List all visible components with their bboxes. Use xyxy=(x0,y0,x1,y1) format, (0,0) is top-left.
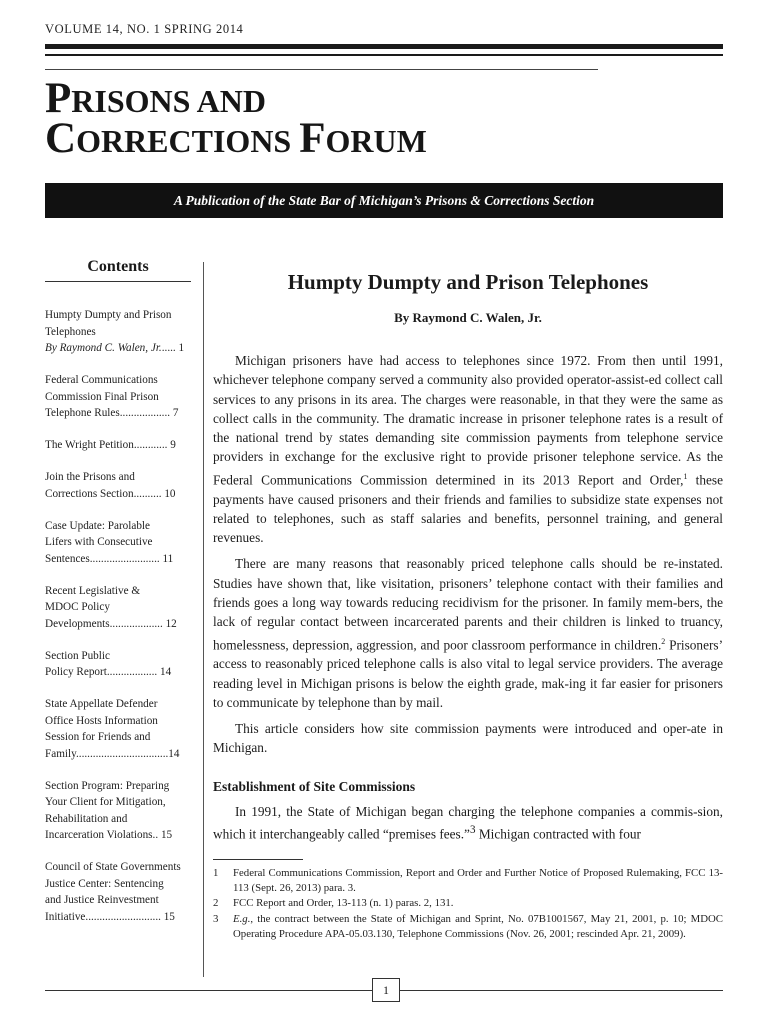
volume-issue: VOLUME 14, NO. 1 SPRING 2014 xyxy=(45,22,244,36)
table-of-contents xyxy=(45,307,191,941)
publication-title: PRISONS AND CORRECTIONS FORUM xyxy=(45,75,427,162)
footnote: 3 E.g., the contract between the State of Michigan and Sprint, No. 07B1001567, May 21, 2001, p. 10; MDOC Operating Procedure APA-05.03.130, Telephone Commissions (Nov. 26, 2001; rescinded Apr. 21, 2009). xyxy=(213,912,723,940)
contents-rule xyxy=(45,281,191,282)
header-rule-mid xyxy=(45,54,723,56)
toc-item[interactable]: Case Update: Parolable Lifers with Consecutive Sentences......................... 11 xyxy=(45,519,174,565)
toc-item[interactable]: Recent Legislative & MDOC Policy Developments................... 12 xyxy=(45,584,177,630)
footnote-rule xyxy=(213,859,303,860)
section-heading: Establishment of Site Commissions xyxy=(213,779,416,794)
contents-heading: Contents xyxy=(87,258,149,275)
footnotes xyxy=(213,866,723,942)
article-body xyxy=(213,351,723,765)
toc-item[interactable]: State Appellate Defender Office Hosts Information Session for Friends and Family.................................14 xyxy=(45,698,180,760)
header-rule-thin xyxy=(45,69,598,70)
footnote: 2 FCC Report and Order, 13-113 (n. 1) paras. 2, 131. xyxy=(213,897,454,910)
page-number: 1 xyxy=(372,978,400,1002)
header-rule-thick xyxy=(45,44,723,49)
toc-item[interactable]: Join the Prisons and Corrections Section.......... 10 xyxy=(45,471,176,500)
paragraph: In 1991, the State of Michigan began charging the telephone companies a commis-sion, which it interchangeably called “premises fees.”$^3$ Michigan contracted with four xyxy=(213,804,723,842)
article-title: Humpty Dumpty and Prison Telephones xyxy=(287,270,649,294)
toc-item[interactable]: Section Program: Preparing Your Client for Mitigation, Rehabilitation and Incarceration Violations.. 15 xyxy=(45,779,173,841)
article-body-continued xyxy=(213,802,723,844)
footnote-ref[interactable]: 3 xyxy=(469,824,476,837)
footnote-ref[interactable]: 1 xyxy=(683,471,688,481)
toc-item[interactable]: Humpty Dumpty and Prison Telephones By Raymond C. Walen, Jr...... 1 xyxy=(45,309,185,354)
article-byline: By Raymond C. Walen, Jr. xyxy=(394,310,542,325)
toc-item[interactable]: Section Public Policy Report.................. 14 xyxy=(45,649,172,678)
footnote-ref[interactable]: 2 xyxy=(661,636,666,646)
column-divider xyxy=(203,262,204,977)
paragraph: There are many reasons that reasonably priced telephone calls should be re-instated. Studies have shown that, like visitation, prisoners’ telephone contact with their families and friends goes a long way towards reducing recidivism for the prisoner. In family mem-bers, the lack of regular contact between incarcerated parents and their children is linked to truancy, homelessness, depression, aggression, and poor classroom performance in children.$^2$ Prisoners’ access to reasonably priced telephone calls is also vital to legal service providers. The average reading level in Michigan prisons is below the eighth grade, mak-ing it far easier for prisoners to communicate by telephone than by mail. xyxy=(213,556,724,710)
toc-item[interactable]: The Wright Petition............ 9 xyxy=(45,439,176,451)
publication-banner: A Publication of the State Bar of Michigan’s Prisons & Corrections Section xyxy=(45,183,723,218)
footnote: 1 Federal Communications Commission, Report and Order and Further Notice of Proposed Rulemaking, FCC 13-113 (Sept. 26, 2013) para. 3. xyxy=(213,867,723,895)
toc-item[interactable]: Council of State Governments Justice Center: Sentencing and Justice Reinvestment Initiative........................... 15 xyxy=(45,861,181,923)
paragraph: Michigan prisoners have had access to telephones since 1972. From then until 1991, whichever telephone company served a community also provided operator-assist-ed collect call services to any prisons in its area. The charges were reasonable, in that they were the same as collect calls in the community. The dramatic increase in prisoner telephone rates is a result of the national trend by states demanding site commission payments from telephone service providers in exchange for the exclusive right to provide prisoner telephone service. As the Federal Communications Commission determined in its 2013 Report and Order,$^1$ these payments have caused prisoners and their friends and families to subsidize state expenses not related to telephones, such as staff salaries and benefits, personnel training, and general revenues. xyxy=(213,353,723,546)
paragraph: This article considers how site commission payments were introduced and oper-ate in Michigan. xyxy=(213,721,723,756)
toc-item[interactable]: Federal Communications Commission Final Prison Telephone Rules.................. 7 xyxy=(45,374,179,419)
